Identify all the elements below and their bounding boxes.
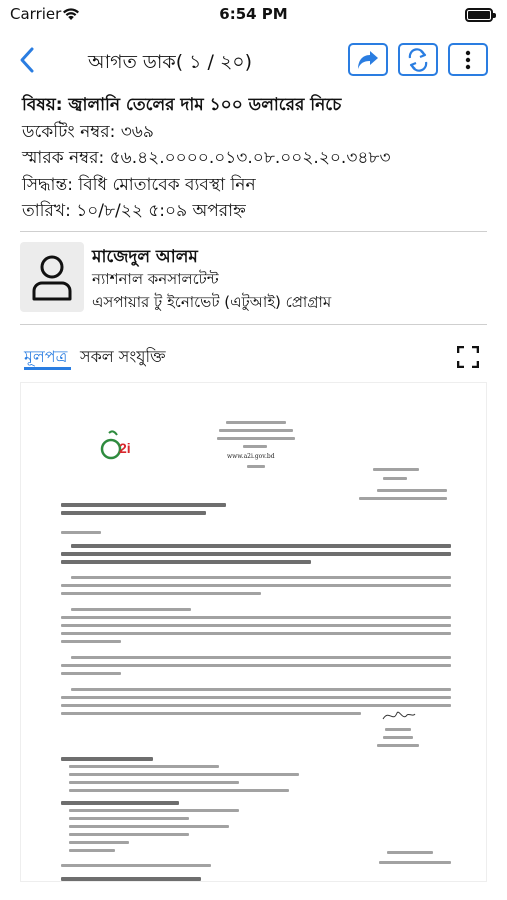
document-url: www.a2i.gov.bd [227,453,275,460]
sender-name: মাজেদুল আলম [92,247,198,267]
more-button[interactable] [448,43,488,76]
share-forward-icon [356,49,380,71]
swap-arrows-icon [406,48,430,72]
carrier-label: Carrier [10,5,62,23]
divider [20,324,487,325]
sender-role: ন্যাশনাল কনসালটেন্ট [92,270,219,288]
attachment-tabs [22,340,492,374]
sender-organization: এসপায়ার টু ইনোভেট (এটুআই) প্রোগ্রাম [92,293,332,311]
memo-number: স্মারক নম্বর: ৫৬.৪২.০০০০.০১৩.০৮.০০২.২০.৩৪৮৩ [22,148,391,168]
document-preview[interactable] [20,382,487,882]
sender-card [20,242,490,318]
date: তারিখ: ১০/৮/২২ ৫:০৯ অপরাহ্ন [22,201,246,221]
avatar [20,242,84,312]
docketing-number: ডকেটিং নম্বর: ৩৬৯ [22,121,154,142]
swap-button[interactable] [398,43,438,76]
tab-all-attachments[interactable]: সকল সংযুক্তি [80,347,166,366]
subject: বিষয়: জ্বালানি তেলের দাম ১০০ ডলারের নিচে [22,95,342,115]
signature [381,705,417,725]
divider [20,231,487,232]
back-button[interactable] [14,44,44,76]
tab-main-letter[interactable]: মূলপত্র [24,347,68,366]
page-title: আগত ডাক( ১ / ২০) [88,51,253,73]
a2i-logo [99,427,141,461]
expand-icon [457,346,479,368]
fullscreen-button[interactable] [457,346,479,368]
chevron-left-icon [14,44,44,76]
svg-text:2i: 2i [119,440,131,456]
active-tab-indicator [24,367,71,370]
status-bar [0,0,507,30]
battery-icon [465,8,493,22]
more-vertical-icon [465,50,471,70]
letter-meta [22,92,492,225]
decision: সিদ্ধান্ত: বিধি মোতাবেক ব্যবস্থা নিন [22,174,256,195]
clock: 6:54 PM [219,5,288,23]
forward-button[interactable] [348,43,388,76]
navigation-bar [0,40,507,80]
user-icon [30,253,74,301]
